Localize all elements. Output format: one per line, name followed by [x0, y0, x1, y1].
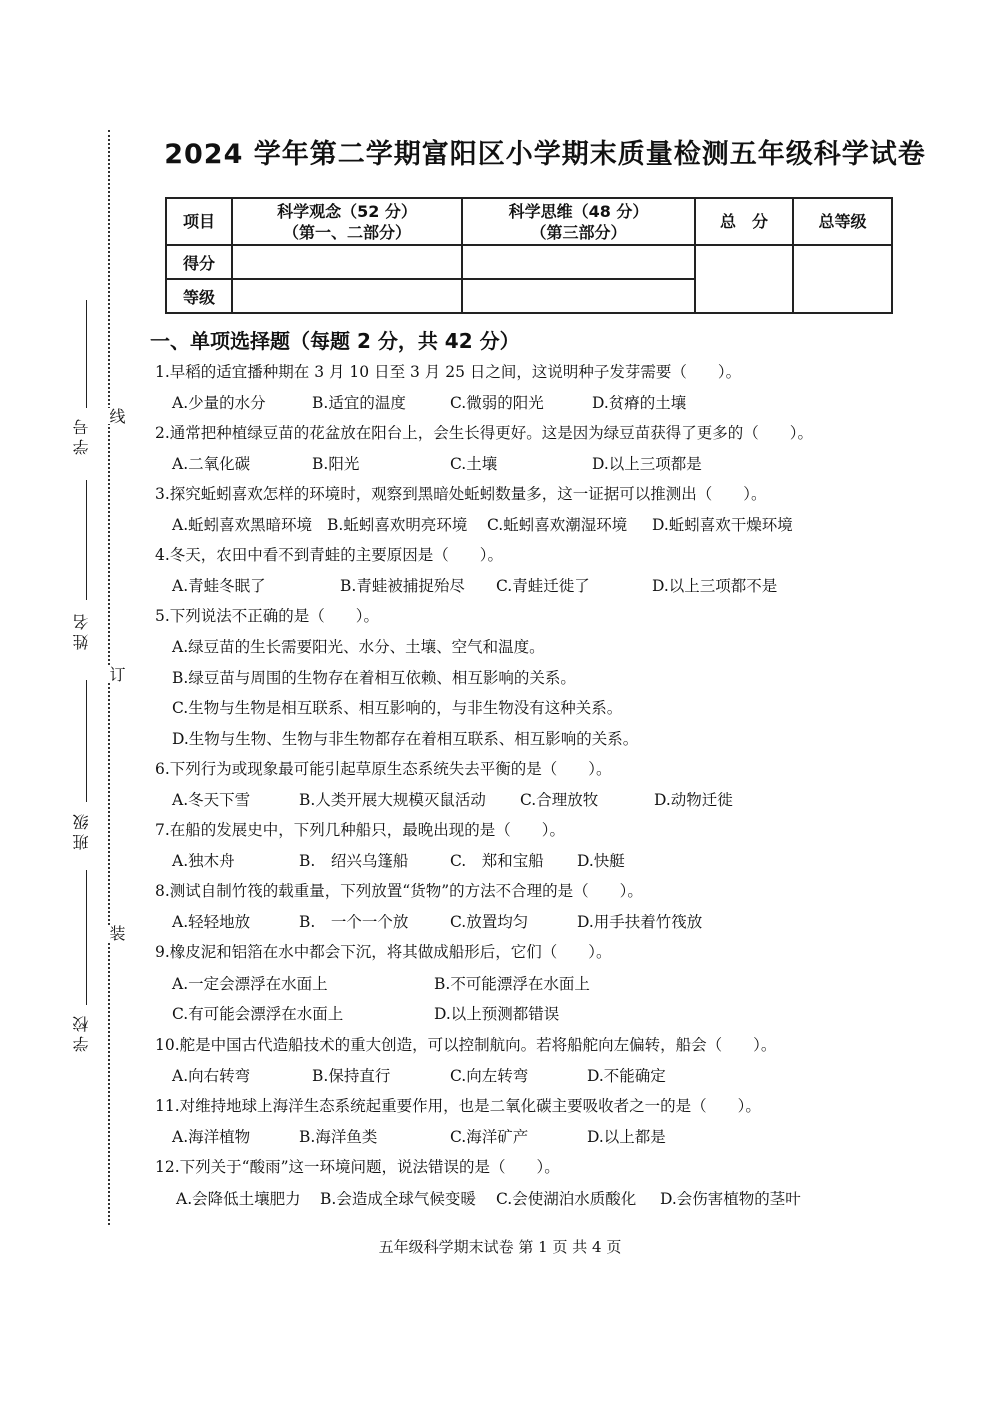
- q9-option-d[interactable]: D.以上预测都错误: [434, 1005, 560, 1023]
- q12-option-b[interactable]: B.会造成全球气候变暖: [320, 1190, 476, 1208]
- q1-option-a[interactable]: A.少量的水分: [172, 394, 266, 412]
- exam-title: 2024 学年第二学期富阳区小学期末质量检测五年级科学试卷: [164, 139, 926, 170]
- q4-option-a[interactable]: A.青蛙冬眠了: [172, 577, 266, 595]
- name-field[interactable]: [86, 480, 87, 600]
- q1-option-c[interactable]: C.微弱的阳光: [450, 394, 544, 412]
- q5-option-a[interactable]: A.绿豆苗的生长需要阳光、水分、土壤、空气和温度。: [172, 638, 545, 656]
- q10-option-a[interactable]: A.向右转弯: [172, 1067, 251, 1085]
- grade-thinking-cell[interactable]: [462, 279, 695, 313]
- q2-option-a[interactable]: A.二氧化碳: [172, 455, 251, 473]
- col-concept-line1: 科学观念（52 分）: [277, 201, 417, 221]
- question-7: 7.在船的发展史中，下列几种船只，最晚出现的是（ ）。: [155, 821, 566, 839]
- q2-option-b[interactable]: B.阳光: [312, 455, 360, 473]
- question-5: 5.下列说法不正确的是（ ）。: [155, 607, 380, 625]
- col-grade-total: 总等级: [793, 198, 892, 245]
- q2-option-c[interactable]: C.土壤: [450, 455, 498, 473]
- question-9: 9.橡皮泥和铝箔在水中都会下沉，将其做成船形后，它们（ ）。: [155, 943, 612, 961]
- question-6: 6.下列行为或现象最可能引起草原生态系统失去平衡的是（ ）。: [155, 760, 612, 778]
- q11-option-c[interactable]: C.海洋矿产: [450, 1128, 529, 1146]
- q3-option-a[interactable]: A.蚯蚓喜欢黑暗环境: [172, 516, 313, 534]
- q8-option-a[interactable]: A.轻轻地放: [172, 913, 251, 931]
- school-label: 学校: [72, 1012, 91, 1052]
- q3-option-d[interactable]: D.蚯蚓喜欢干燥环境: [652, 516, 793, 534]
- row-grade-label: 等级: [166, 279, 232, 313]
- section-title: 一、单项选择题（每题 2 分，共 42 分）: [150, 329, 520, 353]
- q8-option-b[interactable]: B. 一个一个放: [299, 913, 409, 931]
- total-grade-cell[interactable]: [793, 245, 892, 313]
- q11-option-a[interactable]: A.海洋植物: [172, 1128, 251, 1146]
- q10-option-b[interactable]: B.保持直行: [312, 1067, 391, 1085]
- q6-option-d[interactable]: D.动物迁徙: [654, 791, 733, 809]
- q10-option-c[interactable]: C.向左转弯: [450, 1067, 529, 1085]
- col-total: 总 分: [695, 198, 793, 245]
- question-11: 11.对维持地球上海洋生态系统起重要作用，也是二氧化碳主要吸收者之一的是（ ）。: [155, 1097, 761, 1115]
- binding-mark-pack: 装: [107, 925, 126, 941]
- binding-mark-bind: 订: [107, 666, 126, 682]
- q4-option-d[interactable]: D.以上三项都不是: [652, 577, 778, 595]
- q5-option-d[interactable]: D.生物与生物、生物与非生物都存在着相互联系、相互影响的关系。: [172, 730, 639, 748]
- total-score-cell[interactable]: [695, 245, 793, 313]
- q7-option-b[interactable]: B. 绍兴乌篷船: [299, 852, 409, 870]
- q12-option-a[interactable]: A.会降低土壤肥力: [176, 1190, 301, 1208]
- q5-option-c[interactable]: C.生物与生物是相互联系、相互影响的，与非生物没有这种关系。: [172, 699, 623, 717]
- col-item: 项目: [166, 198, 232, 245]
- q8-option-d[interactable]: D.用手扶着竹筏放: [577, 913, 703, 931]
- q5-option-b[interactable]: B.绿豆苗与周围的生物存在着相互依赖、相互影响的关系。: [172, 669, 576, 687]
- q6-option-b[interactable]: B.人类开展大规模灭鼠活动: [299, 791, 486, 809]
- q1-option-b[interactable]: B.适宜的温度: [312, 394, 406, 412]
- q4-option-b[interactable]: B.青蛙被捕捉殆尽: [340, 577, 465, 595]
- q7-option-c[interactable]: C. 郑和宝船: [450, 852, 544, 870]
- col-concept: [232, 198, 462, 245]
- q10-option-d[interactable]: D.不能确定: [587, 1067, 666, 1085]
- q12-option-d[interactable]: D.会伤害植物的茎叶: [660, 1190, 801, 1208]
- q1-option-d[interactable]: D.贫瘠的土壤: [592, 394, 687, 412]
- question-8: 8.测试自制竹筏的载重量，下列放置“货物”的方法不合理的是（ ）。: [155, 882, 643, 900]
- q9-option-b[interactable]: B.不可能漂浮在水面上: [434, 975, 590, 993]
- col-thinking-line1: 科学思维（48 分）: [508, 201, 649, 221]
- col-concept-line2: （第一、二部分）: [282, 222, 411, 242]
- col-thinking: [462, 198, 695, 245]
- q8-option-c[interactable]: C.放置均匀: [450, 913, 529, 931]
- q4-option-c[interactable]: C.青蛙迁徙了: [496, 577, 590, 595]
- question-3: 3.探究蚯蚓喜欢怎样的环境时，观察到黑暗处蚯蚓数量多，这一证据可以推测出（ ）。: [155, 485, 767, 503]
- q2-option-d[interactable]: D.以上三项都是: [592, 455, 702, 473]
- q6-option-c[interactable]: C.合理放牧: [520, 791, 599, 809]
- question-1: 1.早稻的适宜播种期在 3 月 10 日至 3 月 25 日之间，这说明种子发芽需要（ ）。: [155, 363, 742, 381]
- q7-option-d[interactable]: D.快艇: [577, 852, 625, 870]
- class-field[interactable]: [86, 680, 87, 802]
- score-table: [165, 197, 893, 314]
- class-label: 班级: [72, 810, 91, 850]
- question-12: 12.下列关于“酸雨”这一环境问题，说法错误的是（ ）。: [155, 1158, 560, 1176]
- q9-option-a[interactable]: A.一定会漂浮在水面上: [172, 975, 328, 993]
- q3-option-b[interactable]: B.蚯蚓喜欢明亮环境: [327, 516, 468, 534]
- col-thinking-line2: （第三部分）: [530, 222, 627, 242]
- question-4: 4.冬天，农田中看不到青蛙的主要原因是（ ）。: [155, 546, 504, 564]
- student-id-label: 学号: [72, 415, 91, 455]
- q11-option-b[interactable]: B.海洋鱼类: [299, 1128, 378, 1146]
- score-thinking-cell[interactable]: [462, 245, 695, 279]
- student-id-field[interactable]: [86, 300, 87, 408]
- school-field[interactable]: [86, 870, 87, 1005]
- q7-option-a[interactable]: A.独木舟: [172, 852, 235, 870]
- q11-option-d[interactable]: D.以上都是: [587, 1128, 666, 1146]
- q3-option-c[interactable]: C.蚯蚓喜欢潮湿环境: [487, 516, 628, 534]
- question-10: 10.舵是中国古代造船技术的重大创造，可以控制航向。若将船舵向左偏转，船会（ ）。: [155, 1036, 777, 1054]
- score-concept-cell[interactable]: [232, 245, 462, 279]
- q6-option-a[interactable]: A.冬天下雪: [172, 791, 251, 809]
- page-footer: 五年级科学期末试卷 第 1 页 共 4 页: [378, 1238, 622, 1256]
- q9-option-c[interactable]: C.有可能会漂浮在水面上: [172, 1005, 344, 1023]
- q12-option-c[interactable]: C.会使湖泊水质酸化: [496, 1190, 637, 1208]
- name-label: 姓名: [72, 610, 91, 650]
- question-2: 2.通常把种植绿豆苗的花盆放在阳台上，会生长得更好。这是因为绿豆苗获得了更多的（ ）。: [155, 424, 814, 442]
- row-score-label: 得分: [166, 245, 232, 279]
- binding-mark-line: 线: [107, 408, 126, 424]
- grade-concept-cell[interactable]: [232, 279, 462, 313]
